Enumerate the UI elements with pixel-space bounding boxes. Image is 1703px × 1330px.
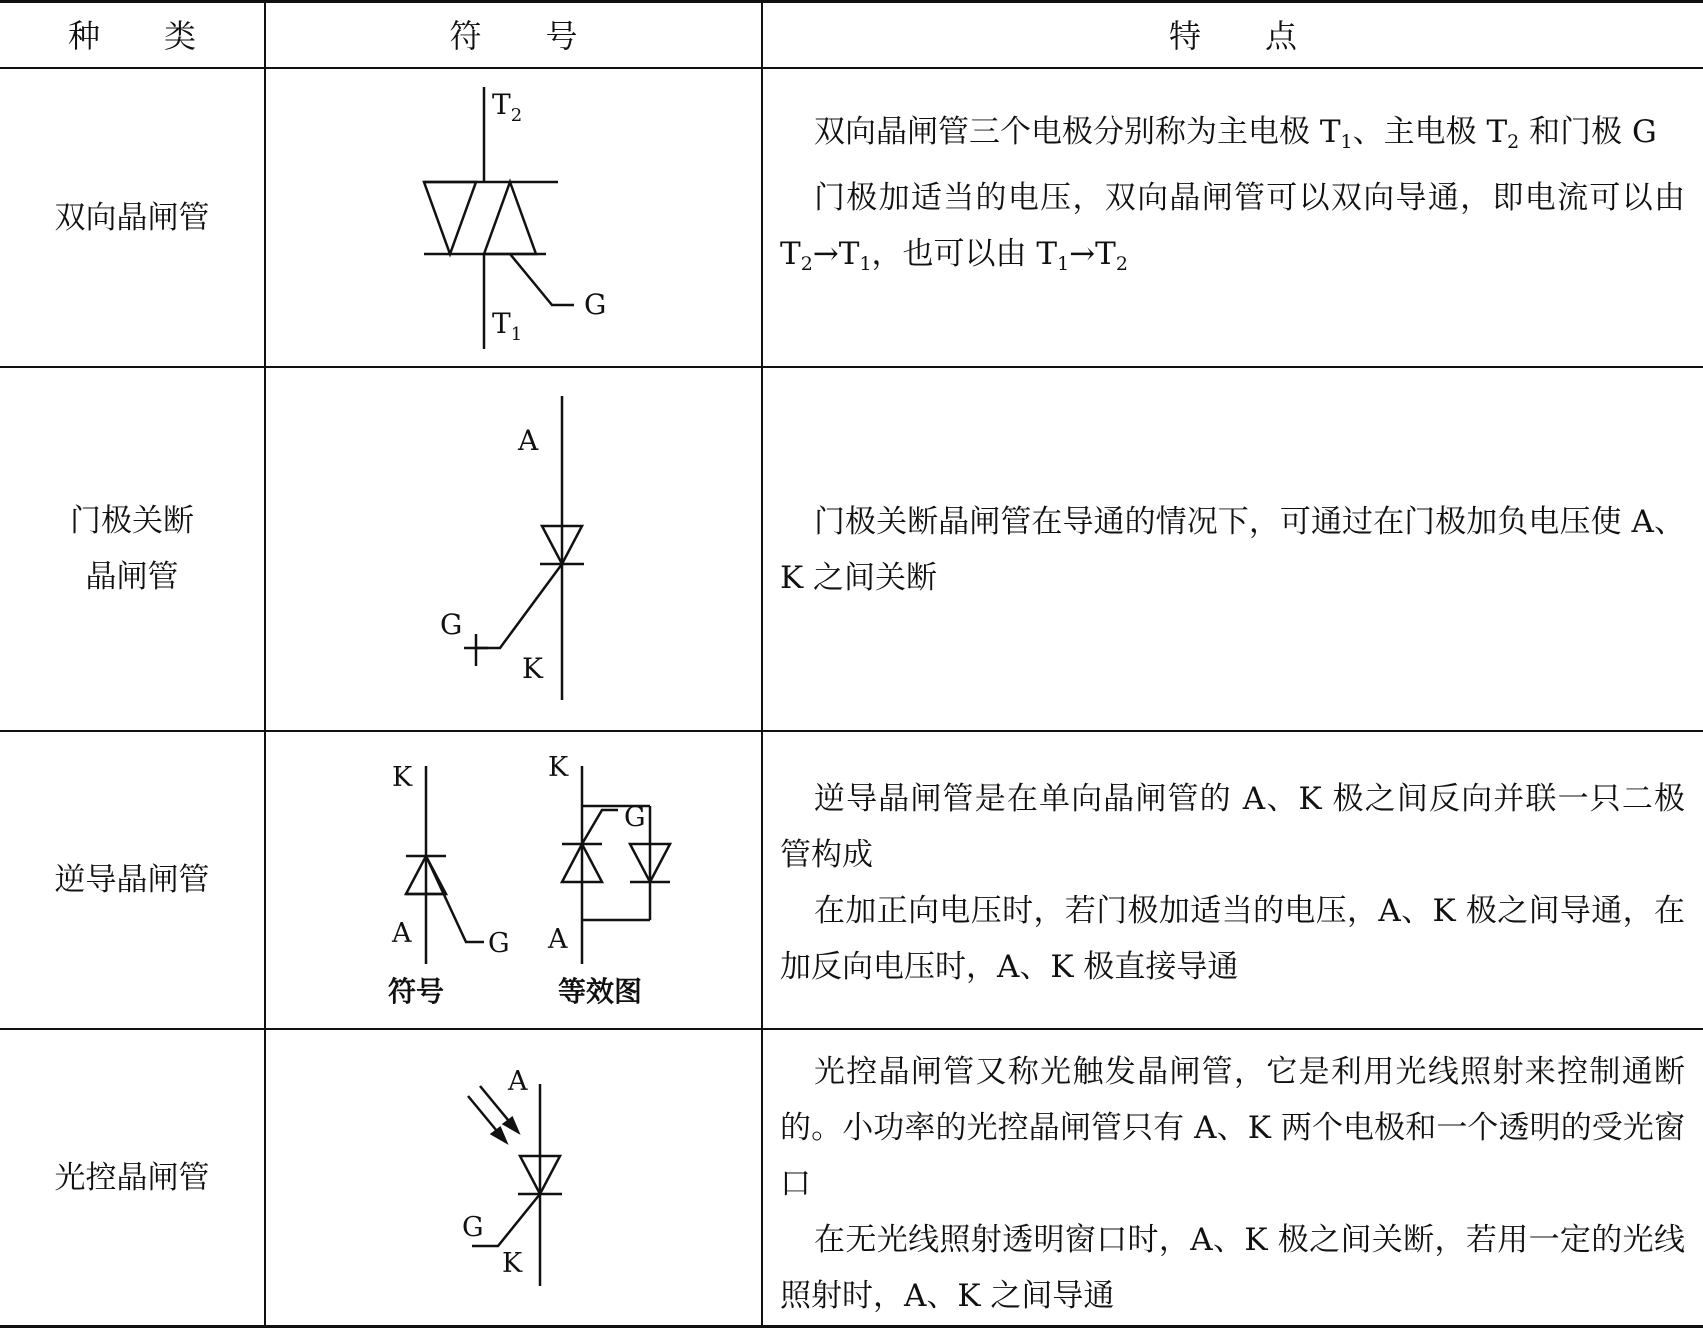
label-g: G xyxy=(462,1212,484,1243)
light-arrow-1 xyxy=(492,1128,506,1142)
lasc-symbol xyxy=(266,1030,762,1325)
label-k: K xyxy=(502,1248,523,1279)
rct-symbol xyxy=(391,762,510,964)
label-k: K xyxy=(392,762,413,793)
feature-paragraph xyxy=(780,104,1685,170)
gate-lead xyxy=(582,810,618,844)
label-a: A xyxy=(392,918,412,949)
symbol-bidirectional xyxy=(266,69,762,366)
header-features: 特 点 xyxy=(1168,17,1297,55)
gate-lead xyxy=(476,564,562,648)
label-g: G xyxy=(624,802,646,833)
label-a: A xyxy=(518,424,539,457)
caption-equivalent: 等效图 xyxy=(558,975,643,1008)
header-symbol: 符 号 xyxy=(449,17,578,55)
label-a: A xyxy=(548,924,568,955)
features-bidirectional xyxy=(780,104,1685,292)
text-segment: 门极加适当的电压，双向晶闸管可以双向导通，即电流可以由 T xyxy=(780,180,1685,272)
light-arrow-2 xyxy=(504,1118,518,1132)
feature-paragraph xyxy=(780,1044,1685,1212)
label-t2: $T_2$ xyxy=(492,88,523,126)
label-k: K xyxy=(548,752,569,783)
subscript: 2 xyxy=(1115,253,1128,275)
text-segment: 逆导晶闸管是在单向晶闸管的 A、K 极之间反向并联一只二极管构成 xyxy=(780,781,1685,873)
gate-lead xyxy=(510,254,574,305)
feature-paragraph xyxy=(780,771,1685,883)
text-segment: 和门极 G xyxy=(1519,114,1657,150)
text-segment: 光控晶闸管又称光触发晶闸管，它是利用光线照射来控制通断的。小功率的光控晶闸管只有 A、K 两个电极和一个透明的受光窗口 xyxy=(780,1054,1685,1202)
symbol-light-activated xyxy=(266,1030,762,1325)
label-g: G xyxy=(440,608,463,641)
feature-paragraph xyxy=(780,1212,1685,1324)
gto-symbol xyxy=(266,368,762,730)
down-triangle xyxy=(424,182,476,254)
type-name: 双向晶闸管 xyxy=(54,199,210,236)
label-a: A xyxy=(508,1066,528,1097)
gate-lead xyxy=(426,856,484,942)
features-reverse-conducting xyxy=(780,771,1685,995)
type-gto xyxy=(0,368,264,730)
text-segment: 在无光线照射透明窗口时，A、K 极之间关断，若用一定的光线照射时，A、K 之间导通 xyxy=(780,1222,1685,1314)
subscript: 1 xyxy=(1340,131,1353,153)
type-name-line-1: 门极关断 xyxy=(70,503,194,539)
text-segment: ，也可以由 T xyxy=(871,236,1058,272)
subscript: 2 xyxy=(1507,131,1520,153)
type-name: 光控晶闸管 xyxy=(54,1159,210,1196)
symbol-gto xyxy=(266,368,762,730)
triac-symbol xyxy=(266,69,762,366)
label-t1: $T_1$ xyxy=(492,307,523,345)
feature-paragraph xyxy=(780,170,1685,292)
bottom-border xyxy=(0,1325,1703,1328)
features-light-activated xyxy=(780,1044,1685,1324)
label-g: G xyxy=(584,288,607,321)
type-name-line-2: 晶闸管 xyxy=(85,559,179,595)
text-segment: 双向晶闸管三个电极分别称为主电极 T xyxy=(814,114,1341,150)
rct-symbols xyxy=(266,732,762,1028)
label-g: G xyxy=(488,928,510,959)
text-segment: 、主电极 T xyxy=(1352,114,1508,150)
subscript: 1 xyxy=(859,253,872,275)
type-name: 逆导晶闸管 xyxy=(54,862,210,898)
features-gto xyxy=(780,494,1685,606)
text-segment: 在加正向电压时，若门极加适当的电压，A、K 极之间导通，在加反向电压时，A、K 极直接导通 xyxy=(780,893,1685,985)
feature-paragraph xyxy=(780,883,1685,995)
up-triangle xyxy=(484,182,536,254)
header-type: 种 类 xyxy=(67,17,196,55)
label-k: K xyxy=(522,652,543,685)
text-segment: →T xyxy=(812,236,860,272)
text-segment: →T xyxy=(1069,236,1116,272)
rct-equivalent-circuit xyxy=(547,752,670,964)
text-segment: 门极关断晶闸管在导通的情况下，可通过在门极加负电压使 A、K 之间关断 xyxy=(780,504,1685,596)
subscript: 1 xyxy=(1057,253,1070,275)
caption-symbol: 符号 xyxy=(388,975,445,1008)
type-light-activated xyxy=(0,1030,264,1325)
type-reverse-conducting xyxy=(0,732,264,1028)
type-bidirectional xyxy=(0,69,264,366)
subscript: 2 xyxy=(800,253,813,275)
symbol-reverse-conducting xyxy=(266,732,762,1028)
feature-paragraph xyxy=(780,494,1685,606)
